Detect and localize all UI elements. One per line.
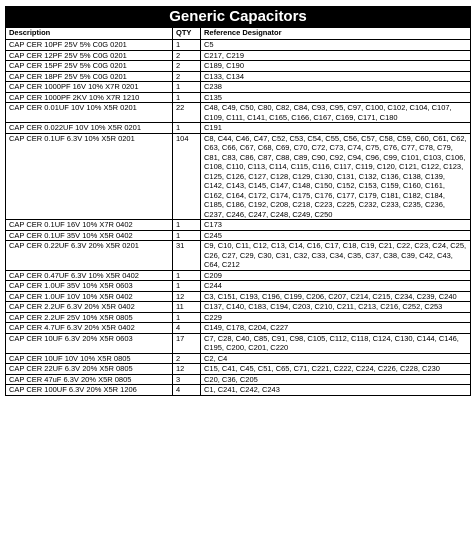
table-row — [6, 312, 471, 323]
table-row — [6, 61, 471, 72]
reference-designator-cell: C244 — [201, 281, 471, 292]
description-header: Description — [6, 28, 173, 40]
reference-designator-cell: C173 — [201, 220, 471, 231]
qty-cell: 17 — [173, 333, 201, 353]
table-row — [6, 92, 471, 103]
description-cell: CAP CER 15PF 25V 5% C0G 0201 — [6, 61, 173, 72]
qty-cell: 104 — [173, 133, 201, 220]
table-row — [6, 133, 471, 220]
description-cell: CAP CER 1.0UF 35V 10% X5R 0603 — [6, 281, 173, 292]
table-row — [6, 220, 471, 231]
table-row — [6, 291, 471, 302]
qty-cell: 1 — [173, 220, 201, 231]
qty-cell: 4 — [173, 323, 201, 334]
qty-cell: 12 — [173, 291, 201, 302]
description-cell: CAP CER 100UF 6.3V 20% X5R 1206 — [6, 385, 173, 396]
description-cell: CAP CER 1.0UF 10V 10% X5R 0402 — [6, 291, 173, 302]
description-cell: CAP CER 22UF 6.3V 20% X5R 0805 — [6, 364, 173, 375]
reference-designator-cell: C9, C10, C11, C12, C13, C14, C16, C17, C18, C19, C21, C22, C23, C24, C25, C26, C27, C29, C30, C31, C32, C33, C34, C35, C37, C38, C39, C42, C43, C64, C212 — [201, 241, 471, 271]
reference-designator-cell: C133, C134 — [201, 71, 471, 82]
description-cell: CAP CER 0.1UF 35V 10% X5R 0402 — [6, 230, 173, 241]
reference-designator-cell: C149, C178, C204, C227 — [201, 323, 471, 334]
reference-designator-cell: C135 — [201, 92, 471, 103]
capacitor-table — [5, 6, 471, 396]
reference-designator-cell: C191 — [201, 123, 471, 134]
qty-cell: 11 — [173, 302, 201, 313]
reference-designator-cell: C245 — [201, 230, 471, 241]
description-cell: CAP CER 0.22UF 6.3V 20% X5R 0201 — [6, 241, 173, 271]
qty-cell: 2 — [173, 353, 201, 364]
table-row — [6, 374, 471, 385]
description-cell: CAP CER 10UF 6.3V 20% X5R 0603 — [6, 333, 173, 353]
description-cell: CAP CER 2.2UF 6.3V 20% X5R 0402 — [6, 302, 173, 313]
description-cell: CAP CER 1000PF 16V 10% X7R 0201 — [6, 82, 173, 93]
table-row — [6, 241, 471, 271]
qty-cell: 1 — [173, 40, 201, 51]
description-cell: CAP CER 0.01UF 10V 10% X5R 0201 — [6, 103, 173, 123]
qty-cell: 1 — [173, 312, 201, 323]
description-cell: CAP CER 47uF 6.3V 20% X5R 0805 — [6, 374, 173, 385]
reference-designator-cell: C5 — [201, 40, 471, 51]
reference-designator-cell: C238 — [201, 82, 471, 93]
table-row — [6, 270, 471, 281]
reference-designator-cell: C3, C151, C193, C196, C199, C206, C207, C214, C215, C234, C239, C240 — [201, 291, 471, 302]
qty-cell: 12 — [173, 364, 201, 375]
description-cell: CAP CER 10UF 10V 10% X5R 0805 — [6, 353, 173, 364]
reference-designator-cell: C1, C241, C242, C243 — [201, 385, 471, 396]
reference-designator-cell: C209 — [201, 270, 471, 281]
description-cell: CAP CER 2.2UF 25V 10% X5R 0805 — [6, 312, 173, 323]
table-row — [6, 364, 471, 375]
table-row — [6, 333, 471, 353]
reference-designator-cell: C189, C190 — [201, 61, 471, 72]
qty-header: QTY — [173, 28, 201, 40]
qty-cell: 1 — [173, 281, 201, 292]
qty-cell: 1 — [173, 123, 201, 134]
reference-designator-cell: C48, C49, C50, C80, C82, C84, C93, C95, C97, C100, C102, C104, C107, C109, C111, C141, C165, C166, C167, C169, C171, C180 — [201, 103, 471, 123]
description-cell: CAP CER 0.1UF 6.3V 10% X5R 0201 — [6, 133, 173, 220]
qty-cell: 3 — [173, 374, 201, 385]
table-row — [6, 40, 471, 51]
qty-cell: 31 — [173, 241, 201, 271]
table-row — [6, 323, 471, 334]
description-cell: CAP CER 0.47UF 6.3V 10% X5R 0402 — [6, 270, 173, 281]
table-row — [6, 230, 471, 241]
reference-designator-cell: C217, C219 — [201, 50, 471, 61]
reference-designator-cell: C20, C36, C205 — [201, 374, 471, 385]
qty-cell: 1 — [173, 270, 201, 281]
qty-cell: 1 — [173, 230, 201, 241]
description-cell: CAP CER 4.7UF 6.3V 20% X5R 0402 — [6, 323, 173, 334]
table-row — [6, 302, 471, 313]
table-row — [6, 353, 471, 364]
qty-cell: 4 — [173, 385, 201, 396]
table-row — [6, 281, 471, 292]
table-row — [6, 71, 471, 82]
reference-designator-cell: C2, C4 — [201, 353, 471, 364]
table-row — [6, 82, 471, 93]
reference-designator-cell: C8, C44, C46, C47, C52, C53, C54, C55, C56, C57, C58, C59, C60, C61, C62, C63, C66, C67, C68, C69, C70, C72, C73, C74, C75, C76, C77, C78, C79, C81, C83, C86, C87, C88, C89, C90, C92, C94, C96, C99, C101, C103, C106, C108, C110, C113, C114, C115, C116, C117, C119, C120, C121, C122, C123, C125, C126, C127, C128, C129, C130, C131, C132, C136, C138, C139, C142, C143, C145, C147, C148, C150, C152, C153, C159, C160, C161, C162, C164, C172, C174, C175, C176, C177, C179, C181, C182, C184, C185, C186, C192, C208, C218, C223, C225, C232, C233, C235, C236, C237, C246, C247, C248, C249, C250 — [201, 133, 471, 220]
qty-cell: 2 — [173, 50, 201, 61]
table-body — [6, 40, 471, 396]
description-cell: CAP CER 0.022UF 10V 10% X5R 0201 — [6, 123, 173, 134]
reference-designator-cell: C137, C140, C183, C194, C203, C210, C211, C213, C216, C252, C253 — [201, 302, 471, 313]
table-row — [6, 385, 471, 396]
reference-designator-header: Reference Designator — [201, 28, 471, 40]
qty-cell: 2 — [173, 61, 201, 72]
reference-designator-cell: C7, C28, C40, C85, C91, C98, C105, C112, C118, C124, C130, C144, C146, C195, C200, C201, C220 — [201, 333, 471, 353]
description-cell: CAP CER 0.1UF 16V 10% X7R 0402 — [6, 220, 173, 231]
table-row — [6, 103, 471, 123]
header-row — [6, 28, 471, 40]
description-cell: CAP CER 12PF 25V 5% C0G 0201 — [6, 50, 173, 61]
table-title: Generic Capacitors — [6, 7, 471, 28]
description-cell: CAP CER 10PF 25V 5% C0G 0201 — [6, 40, 173, 51]
qty-cell: 1 — [173, 82, 201, 93]
table-row — [6, 50, 471, 61]
table-row — [6, 123, 471, 134]
description-cell: CAP CER 1000PF 2KV 10% X7R 1210 — [6, 92, 173, 103]
reference-designator-cell: C15, C41, C45, C51, C65, C71, C221, C222, C224, C226, C228, C230 — [201, 364, 471, 375]
qty-cell: 1 — [173, 92, 201, 103]
qty-cell: 2 — [173, 71, 201, 82]
reference-designator-cell: C229 — [201, 312, 471, 323]
qty-cell: 22 — [173, 103, 201, 123]
description-cell: CAP CER 18PF 25V 5% C0G 0201 — [6, 71, 173, 82]
